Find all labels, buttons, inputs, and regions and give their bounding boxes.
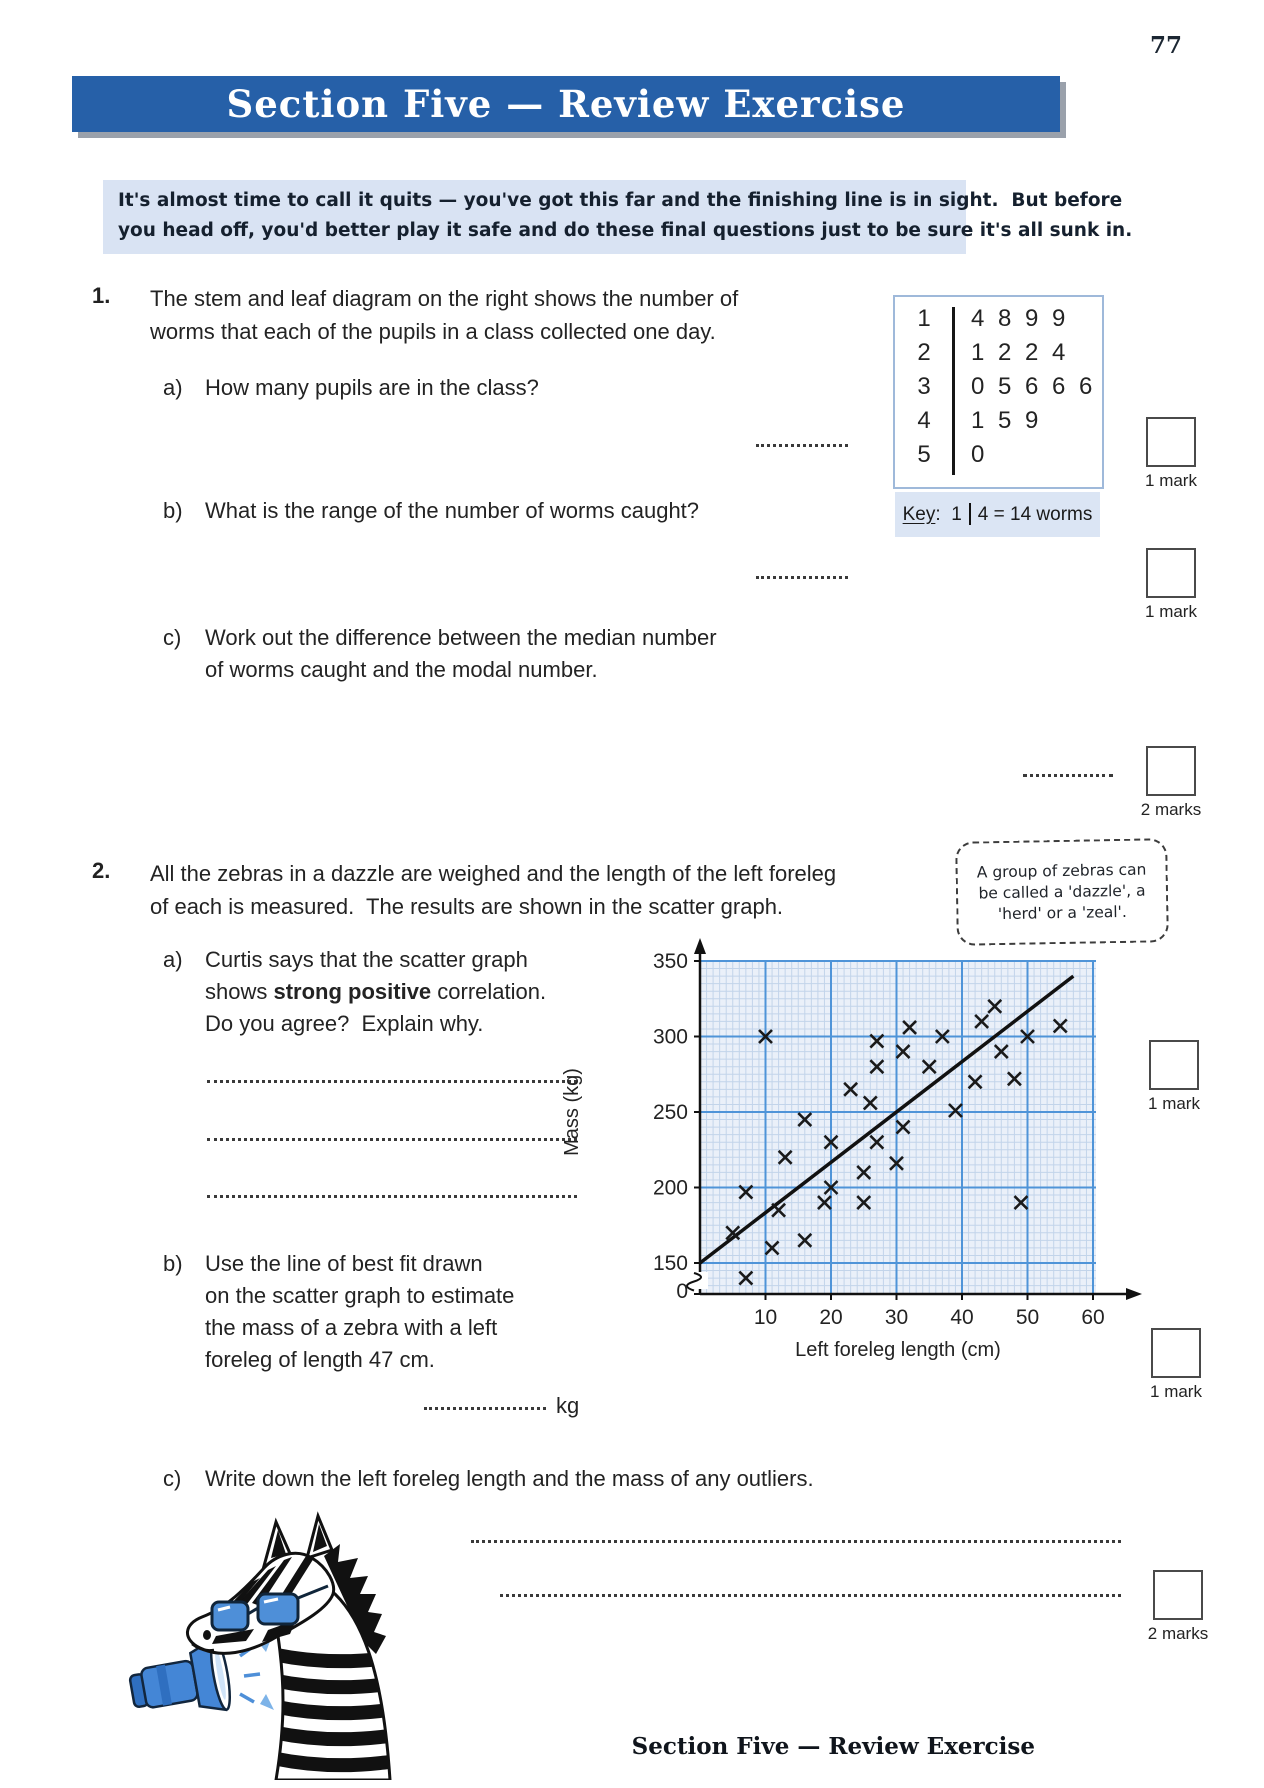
zebra-head (187, 1516, 396, 1780)
q1c-text-line2: of worms caught and the modal number. (205, 657, 598, 682)
q1b-label: b) (163, 498, 183, 523)
section-title-banner (72, 76, 1060, 132)
q1c-answer-line (1023, 774, 1113, 777)
q2c-label: c) (163, 1466, 182, 1491)
q2-number: 2. (92, 858, 111, 883)
q2c-answer-line-1 (471, 1540, 1121, 1543)
q2a-line1: Curtis says that the scatter graph (205, 947, 528, 972)
mark-box (1153, 1570, 1203, 1620)
stem-value: 1 (917, 305, 931, 332)
leaf-value: 8 (998, 305, 1012, 332)
q2-text-line2: of each is measured. The results are shown in the scatter graph. (150, 894, 784, 919)
mark-box (1151, 1328, 1201, 1378)
leaf-value: 4 (971, 305, 985, 332)
mark-label: 1 mark (1150, 1382, 1202, 1401)
stem-value: 3 (917, 373, 931, 400)
light-rays (240, 1646, 260, 1702)
q2a-answer-line-2 (207, 1138, 577, 1141)
leaf-value: 9 (1025, 407, 1039, 434)
leaf-value: 1 (971, 339, 985, 366)
scatter-graph (540, 930, 1150, 1390)
q2b-mark (1140, 1328, 1212, 1402)
note-line-2: be called a 'dazzle', a (978, 881, 1146, 902)
leaf-value: 0 (971, 441, 985, 468)
key-bar (969, 503, 971, 525)
section-title: Section Five — Review Exercise (226, 82, 906, 126)
q1c-text-line1: Work out the difference between the median number (205, 625, 717, 650)
q1-number: 1. (92, 283, 111, 308)
q2-text-line1: All the zebras in a dazzle are weighed and the length of the left foreleg (150, 861, 837, 886)
q2b-answer-line (424, 1407, 546, 1410)
q2a-answer-line-3 (207, 1195, 577, 1198)
leaf-value: 9 (1052, 305, 1066, 332)
leaf-value: 6 (1052, 373, 1066, 400)
key-after-bar: 4 = 14 worms (977, 504, 1093, 525)
mark-label: 2 marks (1140, 800, 1202, 819)
leaf-value: 6 (1079, 373, 1093, 400)
zebra-flashlight-illustration (128, 1496, 462, 1780)
q2c-mark (1142, 1570, 1214, 1644)
svg-text:200: 200 (652, 1176, 688, 1200)
q2b-label: b) (163, 1251, 183, 1276)
mark-box (1146, 548, 1196, 598)
stem-value: 4 (917, 407, 931, 434)
q2a-line2-post: correlation. (431, 979, 547, 1004)
q2b-line1: Use the line of best fit drawn (205, 1251, 483, 1276)
q2c-text: Write down the left foreleg length and the mass of any outliers. (205, 1466, 814, 1491)
q2b-line4: foreleg of length 47 cm. (205, 1347, 435, 1372)
svg-text:150: 150 (652, 1252, 688, 1275)
svg-text:50: 50 (1015, 1306, 1040, 1329)
svg-text:40: 40 (950, 1306, 974, 1329)
mark-box (1146, 417, 1196, 467)
q1b-text: What is the range of the number of worms caught? (205, 498, 700, 523)
leaf-value: 6 (1025, 373, 1039, 400)
svg-text:300: 300 (652, 1025, 688, 1049)
key-label: Key (902, 504, 936, 525)
stem-value: 5 (917, 441, 931, 468)
stem-leaf-key (895, 492, 1100, 537)
intro-box (103, 180, 1133, 254)
mark-label: 1 mark (1145, 602, 1197, 621)
q1b-mark (1135, 548, 1207, 622)
svg-text:10: 10 (753, 1306, 778, 1329)
q1a-answer-line (756, 444, 848, 447)
leaf-value: 0 (971, 373, 985, 400)
mark-label: 1 mark (1148, 1094, 1200, 1113)
q2a-line2 (205, 976, 546, 1008)
leaf-value: 2 (998, 339, 1012, 366)
q1a-text: How many pupils are in the class? (205, 375, 539, 400)
leaf-value: 9 (1025, 305, 1039, 332)
q2c-answer-line-2 (500, 1594, 1121, 1597)
q2a-label: a) (163, 947, 183, 972)
q2a-line2-pre: shows (205, 979, 274, 1004)
mark-box (1146, 746, 1196, 796)
svg-text:60: 60 (1081, 1306, 1105, 1329)
mark-box (1149, 1040, 1199, 1090)
q2b-line3: the mass of a zebra with a left (205, 1315, 498, 1340)
q2a-mark (1138, 1040, 1210, 1114)
mark-label: 2 marks (1147, 1624, 1209, 1643)
q1-text-line1: The stem and leaf diagram on the right shows the number of (150, 286, 739, 311)
q2b-line2: on the scatter graph to estimate (205, 1283, 515, 1308)
intro-line-1: It's almost time to call it quits — you've got this far and the finishing line is in sight. But before (118, 190, 1123, 211)
leaf-value: 5 (998, 407, 1012, 434)
leaf-value: 1 (971, 407, 985, 434)
svg-text:0: 0 (676, 1280, 688, 1303)
key-before-bar: : 1 (935, 504, 962, 525)
q2b-answer-unit: kg (556, 1393, 580, 1418)
svg-text:250: 250 (652, 1101, 688, 1124)
q1a-label: a) (163, 375, 183, 400)
svg-text:Mass (kg): Mass (kg) (561, 1068, 583, 1156)
svg-text:30: 30 (884, 1306, 909, 1329)
stem-value: 2 (917, 339, 931, 366)
note-line-3: 'herd' or a 'zeal'. (997, 902, 1127, 923)
q2a-answer-line-1 (207, 1080, 577, 1083)
q1b-answer-line (756, 576, 848, 579)
stem-leaf-divider (952, 307, 955, 475)
svg-text:20: 20 (819, 1306, 843, 1329)
q1-text-line2: worms that each of the pupils in a class collected one day. (150, 319, 716, 344)
q2a-line3: Do you agree? Explain why. (205, 1011, 484, 1036)
leaf-value: 5 (998, 373, 1012, 400)
q1a-mark (1135, 417, 1207, 491)
q1c-mark (1135, 746, 1207, 820)
q2a-line2-bold: strong positive (273, 979, 432, 1004)
leaf-value: 2 (1025, 339, 1039, 366)
footer-section-label: Section Five — Review Exercise (631, 1733, 1035, 1760)
q1c-label: c) (163, 625, 182, 650)
note-line-1: A group of zebras can (976, 860, 1147, 881)
page-number: 77 (1150, 32, 1183, 59)
leaf-value: 4 (1052, 339, 1066, 366)
stem-and-leaf-diagram (893, 295, 1104, 489)
mark-label: 1 mark (1145, 471, 1197, 490)
intro-line-2: you head off, you'd better play it safe and do these final questions just to be sure it's all sunk in. (118, 220, 1133, 241)
svg-text:350: 350 (652, 950, 688, 973)
svg-text:Left foreleg length (cm): Left foreleg length (cm) (795, 1339, 1001, 1361)
